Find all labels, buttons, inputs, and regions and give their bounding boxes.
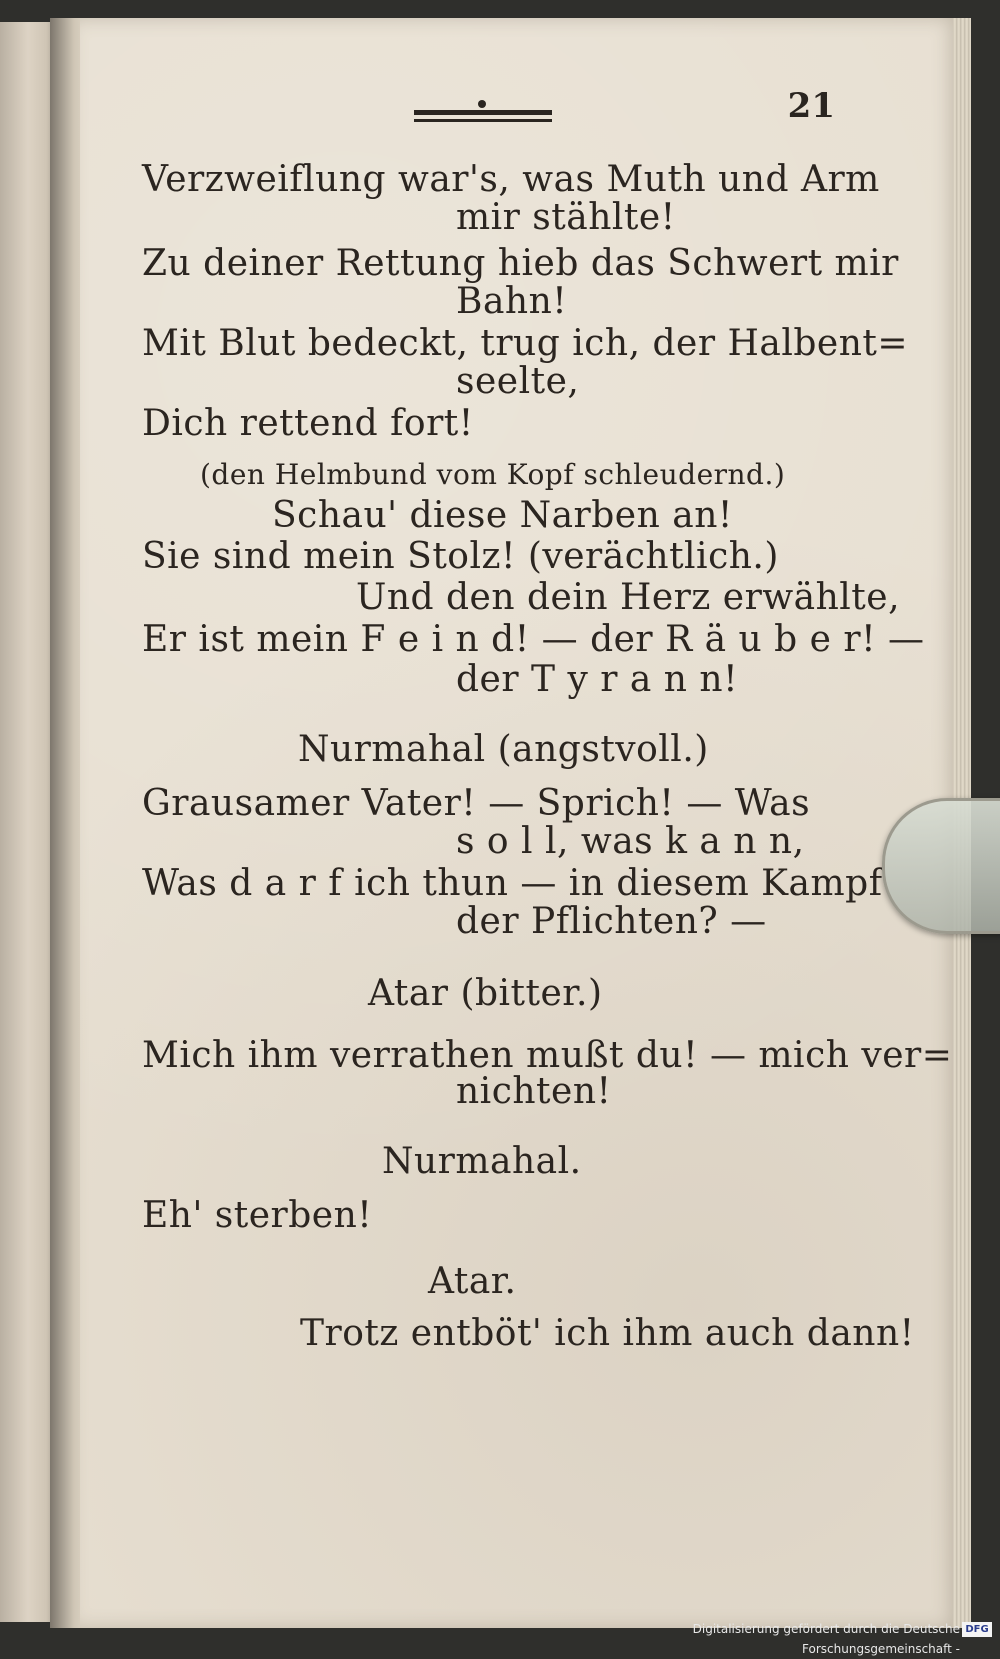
- text-line: Zu deiner Rettung hieb das Schwert mir: [142, 243, 899, 284]
- text-line: Mit Blut bedeckt, trug ich, der Halbent=: [142, 323, 909, 364]
- text-line: Eh' sterben!: [142, 1195, 373, 1236]
- text-line: der Pflichten? —: [456, 901, 767, 942]
- speaker-heading: Nurmahal.: [382, 1141, 582, 1182]
- ornament-rule-thin: [414, 119, 552, 122]
- text-line: nichten!: [456, 1071, 612, 1112]
- speaker-heading: Nurmahal (angstvoll.): [298, 729, 709, 770]
- text-line: der T y r a n n!: [456, 659, 739, 700]
- dfg-logo: DFG: [962, 1622, 992, 1637]
- ornament-dot: [478, 100, 486, 108]
- text-line: seelte,: [456, 361, 580, 402]
- text-line: s o l l, was k a n n,: [456, 821, 805, 862]
- text-line: Bahn!: [456, 281, 568, 322]
- text-line: Schau' diese Narben an!: [272, 495, 733, 536]
- text-line: Dich rettend fort!: [142, 403, 474, 444]
- text-line: Sie sind mein Stolz! (verächtlich.): [142, 536, 779, 577]
- speaker-heading: Atar.: [428, 1261, 517, 1302]
- text-line: Grausamer Vater! — Sprich! — Was: [142, 783, 811, 824]
- stage-direction: (den Helmbund vom Kopf schleudernd.): [200, 458, 786, 491]
- text-line: Was d a r f ich thun — in diesem Kampf: [142, 863, 883, 904]
- digitization-credit: Digitalisierung gefördert durch die Deutsche Forschungsgemeinschaft -: [692, 1622, 960, 1656]
- speaker-heading: Atar (bitter.): [368, 973, 603, 1014]
- page-number: 21: [787, 86, 835, 126]
- ornament-rule-thick: [414, 110, 552, 115]
- page-clip-bookmark: [882, 798, 1000, 934]
- text-line: Trotz entböt' ich ihm auch dann!: [300, 1313, 915, 1354]
- text-line: Mich ihm verrathen mußt du! — mich ver=: [142, 1035, 953, 1076]
- text-line: mir stählte!: [456, 197, 676, 238]
- text-line: Und den dein Herz erwählte,: [356, 577, 901, 618]
- header-ornament: [414, 100, 552, 128]
- text-line: Verzweiflung war's, was Muth und Arm: [142, 159, 880, 200]
- text-line: Er ist mein F e i n d! — der R ä u b e r! —: [142, 619, 925, 660]
